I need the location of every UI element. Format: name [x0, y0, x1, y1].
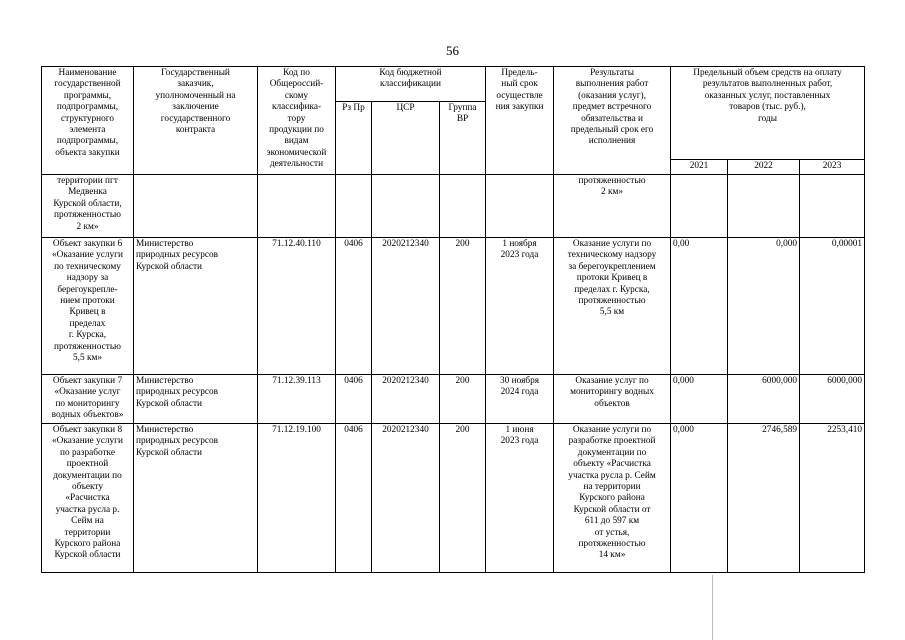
- header-limit: Предельный объем средств на оплату результатов выполненных работ, оказанных услуг, поставленных товаров (тыс. руб.), годы: [671, 67, 865, 160]
- cell-csr: 2020212340: [372, 424, 440, 573]
- cell-results: Оказание услуги по разработке проектной документации по объекту «Расчистка участка русла р. Сейм на территории Курского района Курской области от 611 до 597 км от устья, протяженностью 14 км»: [554, 424, 671, 573]
- cell-customer: [134, 175, 258, 238]
- header-okpd: Код по Общероссий- скому классифика- тору продукции по видам экономической деятельности: [258, 67, 336, 175]
- table-row: [42, 175, 865, 238]
- cell-group-vr: 200: [440, 238, 486, 375]
- cell-2021: 0,000: [671, 424, 728, 573]
- header-year-2022: 2022: [728, 160, 800, 175]
- header-year-2023: 2023: [800, 160, 865, 175]
- cell-2021: 0,000: [671, 375, 728, 424]
- scan-line: [712, 575, 713, 640]
- table-row: [42, 424, 865, 573]
- cell-name: территории пгт Медвенка Курской области, протяженностью 2 км»: [42, 175, 134, 238]
- header-name: Наименование государственной программы, подпрограммы, структурного элемента подпрограммы, объекта закупки: [42, 67, 134, 175]
- cell-rz-pr: [336, 175, 372, 238]
- cell-2022: 2746,589: [728, 424, 800, 573]
- cell-okpd: 71.12.19.100: [258, 424, 336, 573]
- header-rz-pr: Рз Пр: [336, 102, 372, 175]
- cell-okpd: [258, 175, 336, 238]
- cell-csr: 2020212340: [372, 375, 440, 424]
- cell-rz-pr: 0406: [336, 424, 372, 573]
- header-csr: ЦСР: [372, 102, 440, 175]
- header-results: Результаты выполнения работ (оказания услуг), предмет встречного обязательства и предельный срок его исполнения: [554, 67, 671, 175]
- cell-2023: 2253,410: [800, 424, 865, 573]
- cell-2022: 0,000: [728, 238, 800, 375]
- cell-rz-pr: 0406: [336, 238, 372, 375]
- cell-2021: [671, 175, 728, 238]
- cell-2022: 6000,000: [728, 375, 800, 424]
- cell-name: Объект закупки 6 «Оказание услуги по техническому надзору за берегоукрепле- нием протоки Кривец в пределах г. Курска, протяженностью 5,5 км»: [42, 238, 134, 375]
- cell-okpd: 71.12.40.110: [258, 238, 336, 375]
- cell-2022: [728, 175, 800, 238]
- cell-customer: Министерство природных ресурсов Курской области: [134, 238, 258, 375]
- header-group-vr: Группа ВР: [440, 102, 486, 175]
- cell-deadline: 30 ноября 2024 года: [486, 375, 554, 424]
- cell-deadline: 1 ноября 2023 года: [486, 238, 554, 375]
- cell-results: протяженностью 2 км»: [554, 175, 671, 238]
- cell-group-vr: 200: [440, 424, 486, 573]
- cell-okpd: 71.12.39.113: [258, 375, 336, 424]
- cell-customer: Министерство природных ресурсов Курской области: [134, 424, 258, 573]
- header-deadline: Предель- ный срок осуществле ния закупки: [486, 67, 554, 175]
- cell-name: Объект закупки 8 «Оказание услуги по разработке проектной документации по объекту «Расчистка участка русла р. Сейм на территории Курского района Курской области: [42, 424, 134, 573]
- page-number: 56: [446, 43, 459, 58]
- table-row: [42, 238, 865, 375]
- cell-csr: 2020212340: [372, 238, 440, 375]
- cell-2023: 6000,000: [800, 375, 865, 424]
- cell-results: Оказание услуги по техническому надзору за берегоукреплением протоки Кривец в пределах г. Курска, протяженностью 5,5 км: [554, 238, 671, 375]
- header-customer: Государственный заказчик, уполномоченный на заключение государственного контракта: [134, 67, 258, 175]
- cell-2021: 0,00: [671, 238, 728, 375]
- header-year-2021: 2021: [671, 160, 728, 175]
- table-row: [42, 375, 865, 424]
- cell-name: Объект закупки 7 «Оказание услуг по мониторингу водных объектов»: [42, 375, 134, 424]
- cell-results: Оказание услуг по мониторингу водных объектов: [554, 375, 671, 424]
- cell-2023: 0,00001: [800, 238, 865, 375]
- cell-deadline: [486, 175, 554, 238]
- cell-deadline: 1 июня 2023 года: [486, 424, 554, 573]
- cell-group-vr: 200: [440, 375, 486, 424]
- procurement-table: [41, 66, 865, 573]
- cell-group-vr: [440, 175, 486, 238]
- header-budget-code: Код бюджетной классификации: [336, 67, 486, 102]
- cell-csr: [372, 175, 440, 238]
- table-header-row: [42, 67, 865, 102]
- cell-rz-pr: 0406: [336, 375, 372, 424]
- cell-customer: Министерство природных ресурсов Курской области: [134, 375, 258, 424]
- cell-2023: [800, 175, 865, 238]
